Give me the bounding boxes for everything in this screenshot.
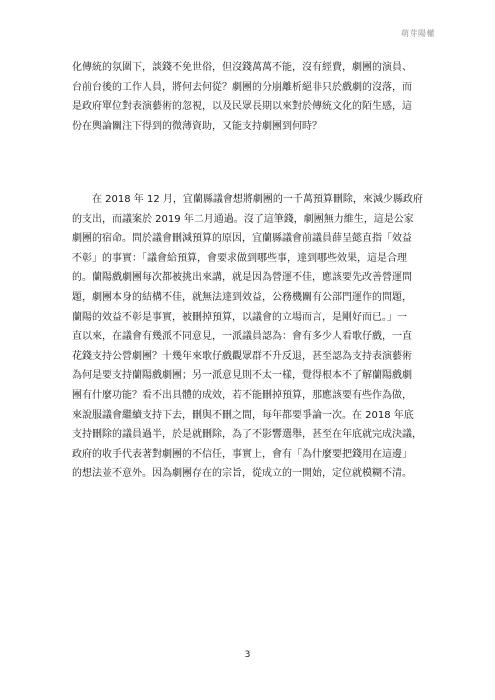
paragraph-line: 的想法並不意外。因為劇團存在的宗旨，從成立的一開始，定位就模糊不清。 bbox=[72, 468, 412, 480]
paragraph-line: 題，劇團本身的結構不佳，就無法達到效益，公務機關有公部門運作的問題， bbox=[72, 291, 412, 303]
paragraph-line: 蘭陽的效益不彰是事實，被刪掉預算，以議會的立場而言，是剛好而已。」一 bbox=[72, 311, 407, 323]
paragraph-1 bbox=[72, 58, 424, 136]
paragraph-line: 的。蘭陽戲劇團每次都被挑出來講，就是因為營運不佳，應該要先改善營運問 bbox=[72, 272, 412, 284]
paragraph-line: 支持刪除的議員過半，於是就刪除，為了不影響選舉，甚至在年底就完成決議， bbox=[72, 429, 422, 441]
paragraph-line: 是政府單位對表演藝術的忽視，以及民眾長期以來對於傳統文化的陌生感，這 bbox=[72, 101, 412, 113]
paragraph-line: 份在輿論關注下得到的微薄資助，又能支持劇團到何時？ bbox=[72, 120, 322, 132]
paragraph-2 bbox=[72, 190, 424, 484]
paragraph-line: 台前台後的工作人員，將何去何從？劇團的分崩離析絕非只於戲劇的沒落，而 bbox=[72, 81, 412, 93]
paragraph-line: 的支出，而議案於 2019 年二月通過。沒了這筆錢，劇團無力維生，這是公家 bbox=[72, 213, 414, 225]
paragraph-line: 化傳統的氛圍下，談錢不免世俗，但沒錢萬萬不能，沒有經費，劇團的演員、 bbox=[72, 62, 412, 73]
paragraph-line: 政府的收手代表著對劇團的不信任，事實上，會有「為什麼要把錢用在這邊」 bbox=[72, 448, 412, 460]
page-number: 3 bbox=[244, 650, 251, 660]
page-header: 萌芽陽權 bbox=[401, 29, 435, 38]
paragraph-line: 不彰」的事實：「議會給預算，會要求做到哪些事，達到哪些效果，這是合理 bbox=[72, 252, 407, 264]
paragraph-line: 劇團的宿命。問於議會刪減預算的原因，宜蘭縣議會前議員薛呈懿直指「效益 bbox=[72, 233, 412, 245]
paragraph-line: 為何是要支持蘭陽戲劇團；另一派意見則不太一樣，覺得根本不了解蘭陽戲劇 bbox=[72, 370, 412, 382]
paragraph-line: 直以來，在議會有幾派不同意見，一派議員認為：會有多少人看歌仔戲，一直 bbox=[72, 331, 412, 343]
paragraph-line: 在 2018 年 12 月，宜蘭縣議會想將劇團的一千萬預算刪除，來減少縣政府 bbox=[92, 194, 423, 205]
paragraph-line: 花錢支持公營劇團？十幾年來歌仔戲觀眾群不升反退，甚至認為支持表演藝術 bbox=[72, 350, 412, 362]
paragraph-line: 來說服議會繼續支持下去，刪與不刪之間，每年都要爭論一次。在 2018 年底 bbox=[72, 409, 414, 421]
paragraph-line: 團有什麼功能？看不出具體的成效，若不能刪掉預算，那應該要有些作為做， bbox=[72, 389, 412, 401]
